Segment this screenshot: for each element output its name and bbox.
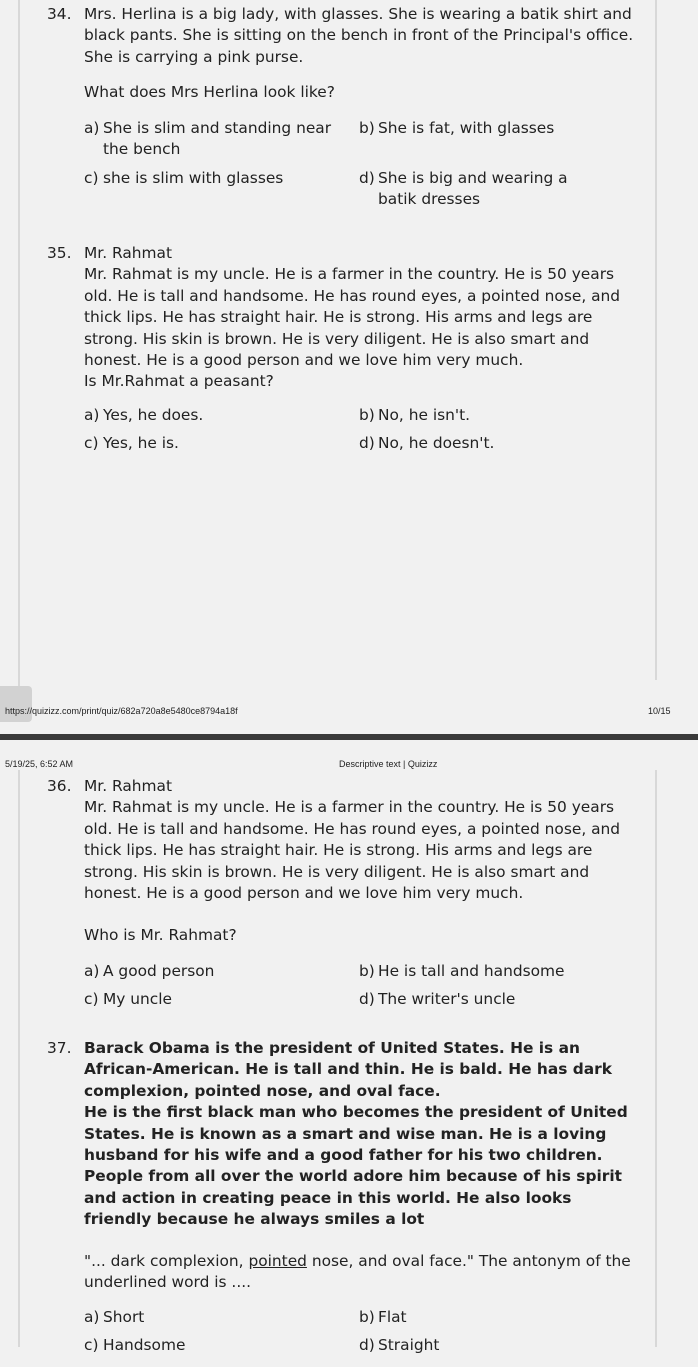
question-title: Mr. Rahmat <box>84 777 172 795</box>
question-number: 34. <box>47 5 72 23</box>
right-margin-line <box>655 0 657 680</box>
question-passage-2: He is the first black man who becomes the president of United States. He is known as a smart and wise man. He is a loving husband for his wife and a good father for his two children. People from all over the world adore him because of his spirit and action in creating peace in this world. He also looks friendly because he always smiles a lot <box>84 1103 628 1229</box>
question-prompt: Who is Mr. Rahmat? <box>84 926 237 945</box>
option-d[interactable]: d) She is big and wearing a batik dresses <box>359 168 568 209</box>
question-prompt: What does Mrs Herlina look like? <box>84 83 335 102</box>
question-passage: Mrs. Herlina is a big lady, with glasses. She is wearing a batik shirt and black pants. She is sitting on the bench in front of the Principal's office. She is carrying a pink purse. <box>84 5 634 66</box>
option-b[interactable]: b) No, he isn't. <box>359 405 471 424</box>
answer-options <box>84 1307 637 1367</box>
option-d[interactable]: d) Straight <box>359 1336 440 1355</box>
option-a[interactable]: a) A good person <box>84 961 215 980</box>
header-title: Descriptive text | Quizizz <box>339 759 438 769</box>
answer-options <box>84 118 637 228</box>
option-b[interactable]: b) Flat <box>359 1308 407 1327</box>
question-passage: Mr. Rahmat is my uncle. He is a farmer in the country. He is 50 years old. He is tall and handsome. He has round eyes, a pointed nose, and thick lips. He has straight hair. He is strong. His arms and legs are strong. His skin is brown. He is very diligent. He is also smart and honest. He is a good person and we love him very much. <box>84 798 621 903</box>
question-number: 35. <box>47 244 72 262</box>
left-margin-line <box>18 0 20 690</box>
option-d[interactable]: d) No, he doesn't. <box>359 433 495 452</box>
side-tab[interactable] <box>0 686 32 722</box>
question-number: 36. <box>47 777 72 795</box>
question-passage: Mr. Rahmat is my uncle. He is a farmer in the country. He is 50 years old. He is tall and handsome. He has round eyes, a pointed nose, and thick lips. He has straight hair. He is strong. His arms and legs are strong. His skin is brown. He is very diligent. He is also smart and honest. He is a good person and we love him very much. <box>84 265 621 370</box>
option-b[interactable]: b) She is fat, with glasses <box>359 118 555 137</box>
left-margin-line <box>18 770 20 1347</box>
option-a[interactable]: a) Yes, he does. <box>84 405 204 424</box>
question-number: 37. <box>47 1039 72 1057</box>
print-page-11 <box>0 740 698 1355</box>
question-37 <box>47 1038 637 1367</box>
question-36 <box>47 776 637 1021</box>
option-c[interactable]: c) Yes, he is. <box>84 433 179 452</box>
question-35 <box>47 243 637 465</box>
question-prompt: Is Mr.Rahmat a peasant? <box>84 372 274 391</box>
option-c[interactable]: c) she is slim with glasses <box>84 168 284 187</box>
question-passage-1: Barack Obama is the president of United States. He is an African-American. He is tall and thin. He is bald. He has dark complexion, pointed nose, and oval face. <box>84 1039 612 1100</box>
answer-options <box>84 405 637 465</box>
footer-url: https://quizizz.com/print/quiz/682a720a8e5480ce8794a18f <box>5 706 238 716</box>
footer-page-number: 10/15 <box>648 706 671 716</box>
option-d[interactable]: d) The writer's uncle <box>359 989 516 1008</box>
option-a[interactable]: a) Short <box>84 1308 145 1327</box>
right-margin-line <box>655 770 657 1347</box>
question-34 <box>47 4 637 228</box>
option-a[interactable]: a) She is slim and standing near the bench <box>84 118 332 159</box>
header-datetime: 5/19/25, 6:52 AM <box>5 759 74 769</box>
question-prompt: "... dark complexion, pointed nose, and oval face." The antonym of the underlined word is .... <box>84 1251 631 1292</box>
question-title: Mr. Rahmat <box>84 244 172 262</box>
option-b[interactable]: b) He is tall and handsome <box>359 961 565 980</box>
answer-options <box>84 961 637 1021</box>
option-c[interactable]: c) Handsome <box>84 1336 186 1355</box>
underlined-word: pointed <box>248 1251 307 1270</box>
option-c[interactable]: c) My uncle <box>84 989 172 1008</box>
